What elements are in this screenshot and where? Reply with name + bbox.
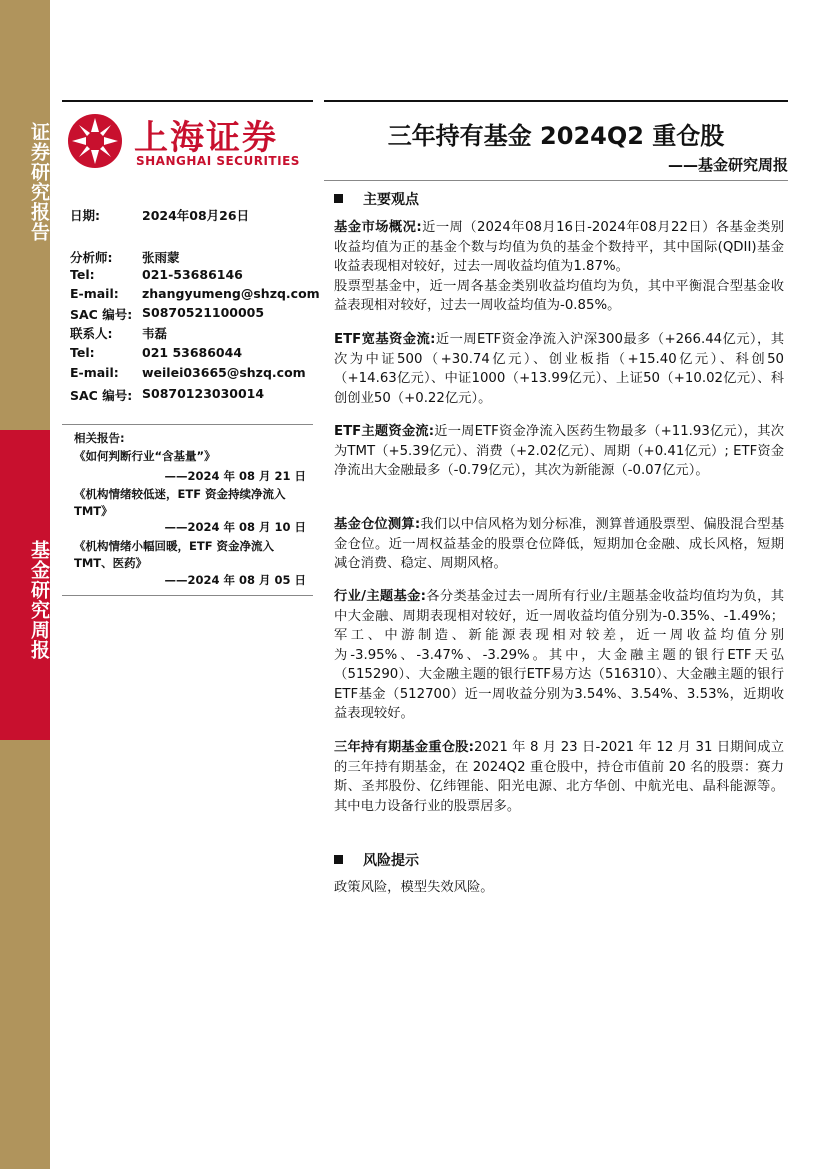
square-bullet-icon: [334, 855, 343, 864]
related-report-2-line2[interactable]: TMT》: [74, 504, 113, 518]
related-report-2-line1[interactable]: 《机构情绪较低迷，ETF 资金持续净流入: [74, 487, 286, 501]
meta-email2-value[interactable]: weilei03665@shzq.com: [142, 365, 306, 380]
para-risk: [334, 878, 784, 898]
para-etf-broad: [334, 330, 784, 408]
related-report-3-line2[interactable]: TMT、医药》: [74, 556, 148, 570]
related-heading: 相关报告:: [74, 431, 125, 445]
report-title: 三年持有基金 2024Q2 重仓股: [387, 122, 725, 150]
para-fund-position-text: 我们以中信风格为划分标准，测算普通股票型、偏股混合型基金仓位。近一周权益基金的股票仓位降低，短期加仓金融、成长风格，短期减仓消费、稳定、周期风格。: [334, 517, 784, 571]
para-holdings-text: 2021 年 8 月 23 日-2021 年 12 月 31 日期间成立的三年持有期基金，在 2024Q2 重仓股中，持仓市值前 20 名的股票：赛力斯、圣邦股份、亿纬锂能、阳光电源、北方华创、中航光电、晶科能源等。其中电力设备行业的股票居多。: [334, 740, 784, 814]
para-fund-position: [334, 515, 784, 574]
meta-analyst-value: 张雨蒙: [142, 250, 180, 265]
logo-emblem-icon: [66, 112, 124, 170]
para-industry-theme-text: 各分类基金过去一周所有行业/主题基金收益均值均为负，其中大金融、周期表现相对较好，近一周收益均值分别为-0.35%、-1.49%；军工、中游制造、新能源表现相对较差，近一周收益均值分别为-3.95%、-3.47%、-3.29%。其中，大金融主题的银行ETF天弘（515290）、大金融主题的银行ETF易方达（516310）、大金融主题的银行ETF基金（512700）近一周收益分别为3.54%、3.54%、3.53%，近期收益表现较好。: [334, 589, 784, 721]
company-logo: [66, 110, 306, 172]
para-holdings: [334, 738, 784, 816]
related-report-1[interactable]: 《如何判断行业“含基量”》: [74, 449, 216, 463]
related-report-3-date: ——2024 年 08 月 05 日: [164, 573, 306, 587]
report-subtitle: ——基金研究周报: [667, 156, 788, 174]
para-etf-theme: [334, 422, 784, 481]
para-etf-broad-text: 近一周ETF资金净流入沪深300最多（+266.44亿元），其次为中证500（+30.74亿元）、创业板指（+15.40亿元）、科创50（+14.63亿元）、中证1000（+13.99亿元）、上证50（+10.02亿元）、科创创业50（+0.22亿元）。: [334, 332, 784, 406]
risk-label: 风险提示: [363, 853, 419, 869]
meta-email1-key: E-mail:: [70, 286, 119, 301]
para-industry-theme: [334, 587, 784, 724]
related-report-2-date: ——2024 年 08 月 10 日: [164, 520, 306, 534]
related-report-3-line1[interactable]: 《机构情绪小幅回暖，ETF 资金净流入: [74, 539, 275, 553]
para-market-overview-lead: 基金市场概况:: [334, 220, 422, 235]
risk-heading: [334, 850, 419, 870]
para-etf-theme-lead: ETF主题资金流:: [334, 424, 435, 439]
para-industry-theme-lead: 行业/主题基金:: [334, 589, 426, 604]
meta-tel1-value: 021-53686146: [142, 267, 243, 282]
main-points-label: 主要观点: [363, 192, 419, 208]
meta-contact-key: 联系人:: [70, 326, 113, 341]
meta-email2-key: E-mail:: [70, 365, 119, 380]
para-holdings-lead: 三年持有期基金重仓股:: [334, 740, 474, 755]
right-mid-rule: [324, 180, 788, 181]
para-risk-text: 政策风险，模型失效风险。: [334, 880, 494, 895]
square-bullet-icon: [334, 194, 343, 203]
meta-sac1-value: S0870521100005: [142, 305, 265, 320]
meta-sac1-key: SAC 编号:: [70, 307, 133, 322]
meta-date-key: 日期:: [70, 208, 100, 223]
sidebar-bottom-label: 基金研究周报: [28, 540, 50, 660]
related-report-1-date: ——2024 年 08 月 21 日: [164, 469, 306, 483]
main-points-heading: [334, 189, 419, 209]
para-etf-theme-text: 近一周ETF资金净流入医药生物最多（+11.93亿元），其次为TMT（+5.39亿元）、消费（+2.02亿元）、周期（+0.41亿元）; ETF资金净流出大金融最多（-0.79亿元），其次为新能源（-0.07亿元）。: [334, 424, 784, 478]
para-fund-position-lead: 基金仓位测算:: [334, 517, 421, 532]
meta-date-value: 2024年08月26日: [142, 208, 250, 223]
meta-email1-value[interactable]: zhangyumeng@shzq.com: [142, 286, 320, 301]
logo-name-en: SHANGHAI SECURITIES: [136, 154, 300, 168]
meta-sac2-key: SAC 编号:: [70, 388, 133, 403]
meta-tel2-value: 021 53686044: [142, 345, 243, 360]
meta-analyst-key: 分析师:: [70, 250, 113, 265]
para-market-overview-text: 近一周（2024年08月16日-2024年08月22日）各基金类别收益均值为正的基金个数与均值为负的基金个数持平，其中国际(QDII)基金收益表现相对较好，过去一周收益均值为1.87%。: [334, 220, 784, 274]
meta-sac2-value: S0870123030014: [142, 386, 265, 401]
left-top-rule: [62, 100, 313, 102]
sidebar-top-label: 证券研究报告: [28, 122, 50, 242]
para-etf-broad-lead: ETF宽基资金流:: [334, 332, 436, 347]
para-market-overview: [334, 218, 784, 316]
logo-name-cn: 上海证券: [134, 118, 278, 158]
para-market-overview-text2: 股票型基金中，近一周各基金类别收益均值均为负，其中平衡混合型基金收益表现相对较好，过去一周收益均值为-0.85%。: [334, 278, 784, 313]
right-top-rule: [324, 100, 788, 102]
meta-tel2-key: Tel:: [70, 345, 95, 360]
meta-tel1-key: Tel:: [70, 267, 95, 282]
meta-contact-value: 韦磊: [142, 326, 168, 341]
